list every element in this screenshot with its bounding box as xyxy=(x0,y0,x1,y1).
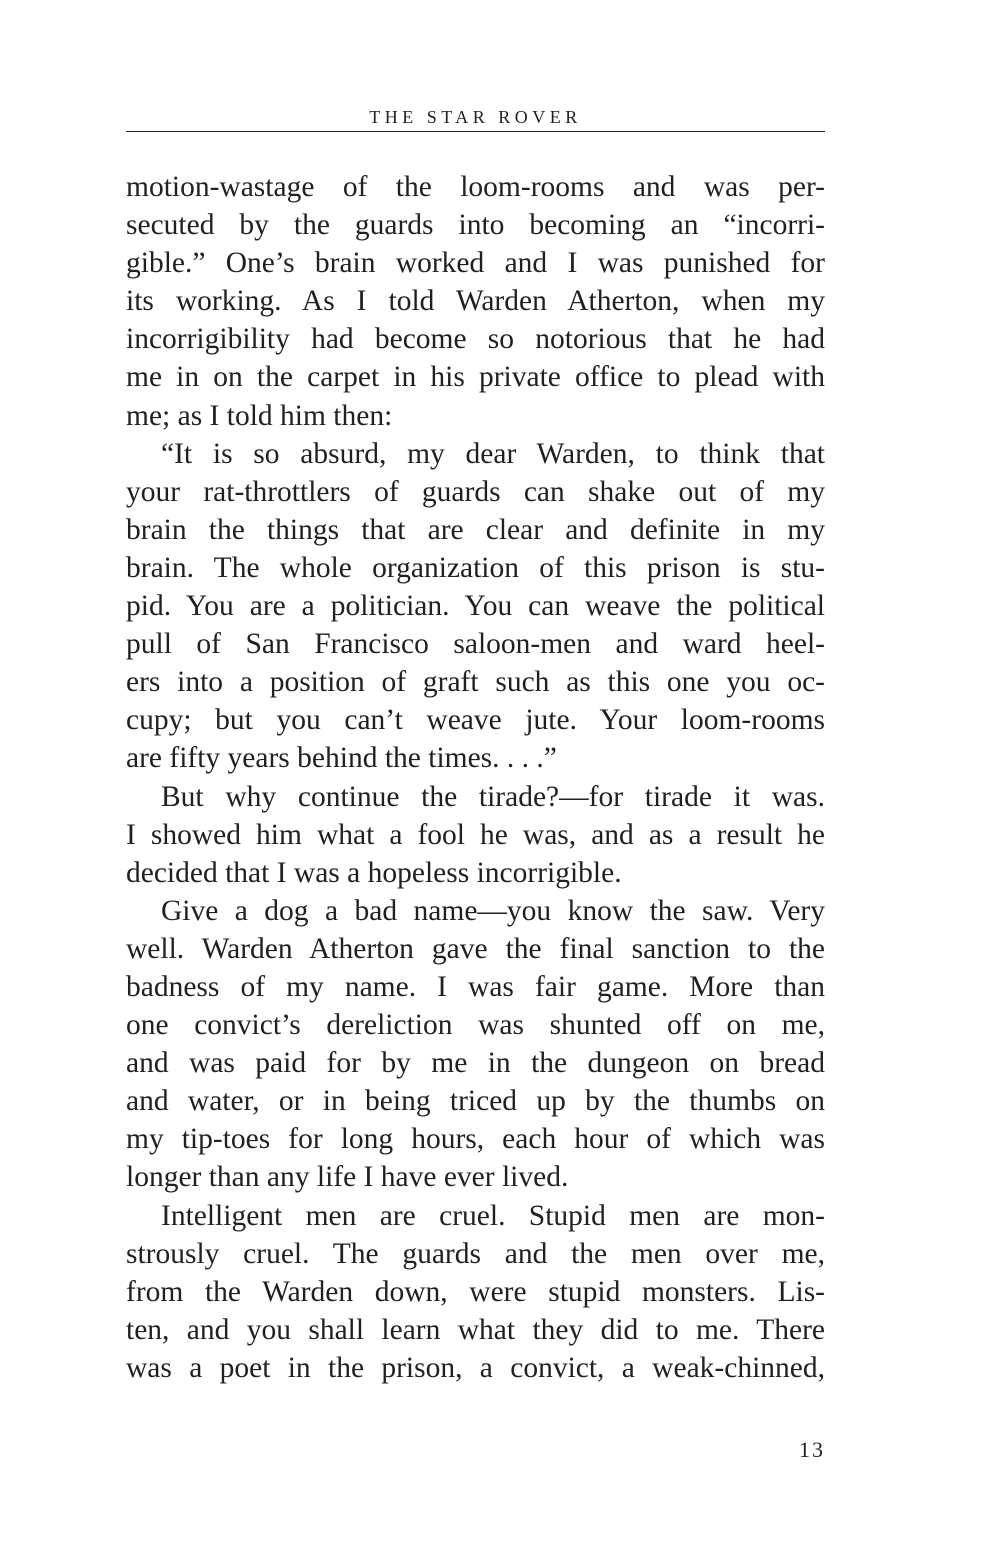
text-line: brain. The whole organization of this prison is stu- xyxy=(126,551,825,584)
text-line: incorrigibility had become so notorious that he had xyxy=(126,323,825,356)
text-line: my tip-toes for long hours, each hour of which was xyxy=(126,1123,825,1156)
text-line: strously cruel. The guards and the men over me, xyxy=(126,1237,825,1270)
text-line: your rat-throttlers of guards can shake out of my xyxy=(126,475,825,508)
text-line: are fifty years behind the times. . . .” xyxy=(126,742,557,775)
text-line: cupy; but you can’t weave jute. Your loom-rooms xyxy=(126,704,825,737)
text-line: “It is so absurd, my dear Warden, to think that xyxy=(161,437,825,470)
text-line: Give a dog a bad name—you know the saw. Very xyxy=(161,894,825,927)
text-line: me; as I told him then: xyxy=(126,399,393,432)
text-line: badness of my name. I was fair game. More than xyxy=(126,970,825,1003)
text-line: was a poet in the prison, a convict, a weak-chinned, xyxy=(126,1351,825,1384)
text-line: longer than any life I have ever lived. xyxy=(126,1161,569,1194)
text-line: gible.” One’s brain worked and I was punished for xyxy=(126,247,825,280)
text-line: pull of San Francisco saloon-men and ward heel- xyxy=(126,628,825,661)
text-line: from the Warden down, were stupid monsters. Lis- xyxy=(126,1275,825,1308)
text-line: brain the things that are clear and definite in my xyxy=(126,513,825,546)
text-line: motion-wastage of the loom-rooms and was per- xyxy=(126,171,825,203)
text-line: me in on the carpet in his private office to plead with xyxy=(126,361,825,394)
text-line: well. Warden Atherton gave the final sanction to the xyxy=(126,932,825,965)
text-line: its working. As I told Warden Atherton, when my xyxy=(126,285,825,318)
text-line: ers into a position of graft such as this one you oc- xyxy=(126,666,825,699)
text-line: decided that I was a hopeless incorrigible. xyxy=(126,856,622,889)
text-line: one convict’s dereliction was shunted off on me, xyxy=(126,1009,825,1042)
running-header: THE STAR ROVER xyxy=(369,107,582,127)
text-line: ten, and you shall learn what they did to me. There xyxy=(126,1313,825,1346)
text-line: secuted by the guards into becoming an “incorri- xyxy=(126,209,825,242)
text-line: and was paid for by me in the dungeon on bread xyxy=(126,1047,825,1080)
text-line: and water, or in being triced up by the thumbs on xyxy=(126,1085,825,1118)
text-line: But why continue the tirade?—for tirade it was. xyxy=(161,780,825,813)
header-rule xyxy=(126,131,825,132)
text-line: I showed him what a fool he was, and as a result he xyxy=(126,818,825,851)
text-line: Intelligent men are cruel. Stupid men are mon- xyxy=(161,1199,825,1232)
page-number: 13 xyxy=(799,1437,825,1462)
body-text xyxy=(126,168,825,1387)
text-line: pid. You are a politician. You can weave the political xyxy=(126,590,825,623)
